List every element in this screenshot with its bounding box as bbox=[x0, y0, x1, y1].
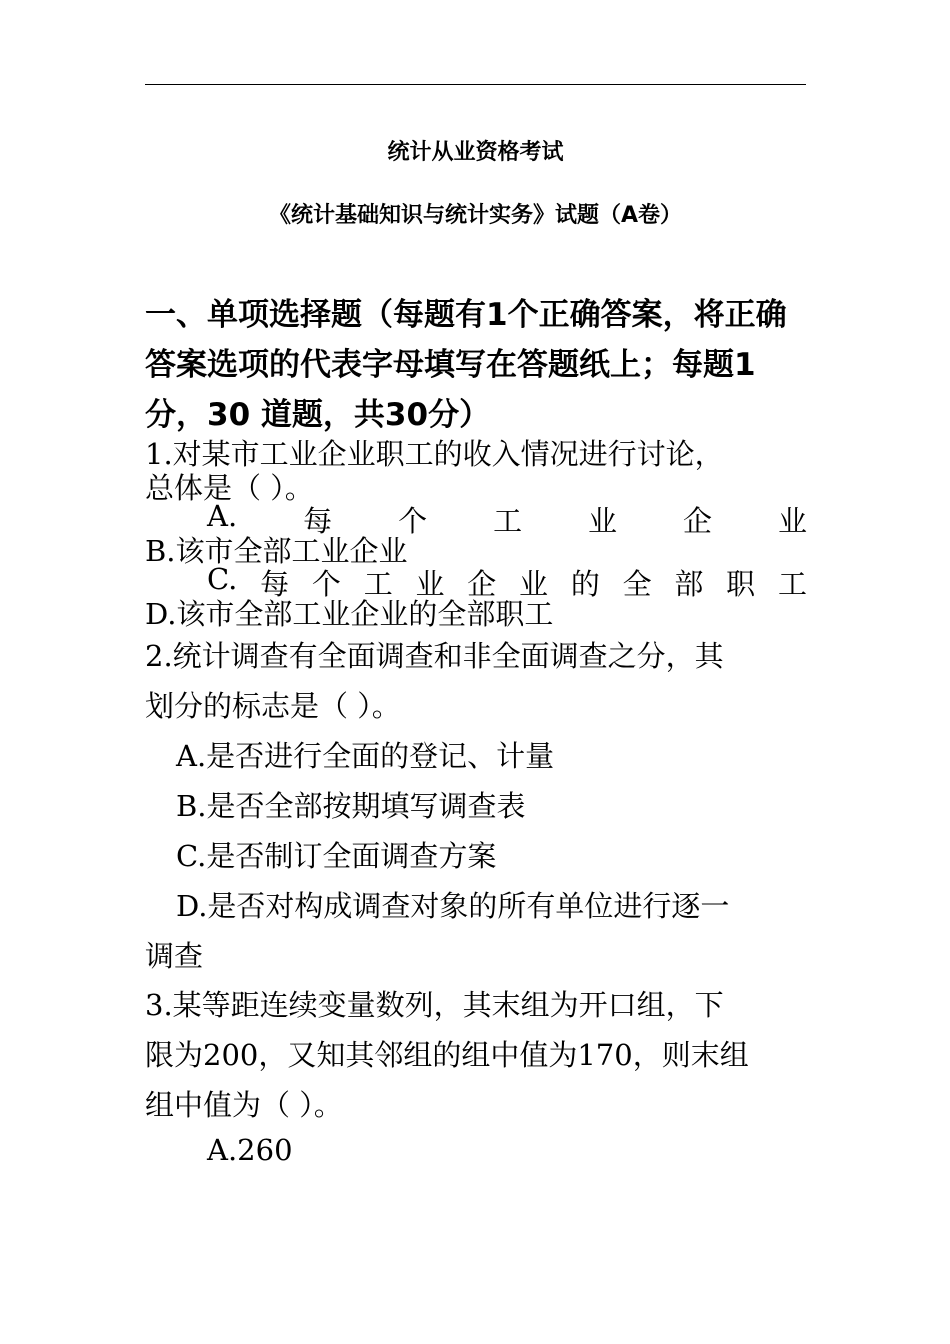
q1-option-c-char: 个 bbox=[311, 567, 341, 601]
q1-option-a-char: 企 bbox=[683, 504, 713, 538]
q1-option-c-char: 业 bbox=[415, 567, 445, 601]
q1-option-b: B.该市全部工业企业 bbox=[145, 534, 408, 568]
q3-stem-line1: 3.某等距连续变量数列，其末组为开口组，下 bbox=[145, 988, 724, 1022]
q1-option-c-char: 每 bbox=[260, 567, 290, 601]
q2-stem-line2: 划分的标志是（ ）。 bbox=[145, 689, 401, 723]
q1-option-a-label: A. bbox=[207, 499, 238, 533]
q1-option-a-char: 个 bbox=[398, 504, 428, 538]
q3-option-a: A.260 bbox=[207, 1133, 293, 1167]
q1-option-c-char: 工 bbox=[777, 567, 807, 601]
q2-option-d-line2: 调查 bbox=[145, 939, 204, 973]
exam-subtitle: 《统计基础知识与统计实务》试题（A卷） bbox=[268, 203, 683, 228]
q1-stem-line1: 1.对某市工业企业职工的收入情况进行讨论， bbox=[145, 437, 724, 471]
q1-option-c-char: 全 bbox=[622, 567, 652, 601]
header-rule bbox=[145, 84, 806, 85]
exam-title: 统计从业资格考试 bbox=[387, 140, 564, 165]
q2-option-a: A.是否进行全面的登记、计量 bbox=[176, 739, 555, 773]
q2-stem-line1: 2.统计调查有全面调查和非全面调查之分，其 bbox=[145, 639, 724, 673]
q1-option-d: D.该市全部工业企业的全部职工 bbox=[145, 597, 554, 631]
q1-option-a-char: 工 bbox=[493, 504, 523, 538]
q1-option-a-char: 业 bbox=[777, 504, 807, 538]
q2-option-d-line1: D.是否对构成调查对象的所有单位进行逐一 bbox=[176, 889, 730, 923]
q1-option-c-char: 业 bbox=[519, 567, 549, 601]
q3-stem-line3: 组中值为（ ）。 bbox=[145, 1088, 343, 1122]
q1-option-c-char: 的 bbox=[570, 567, 600, 601]
q1-option-c-char: 工 bbox=[363, 567, 393, 601]
q3-stem-line2: 限为200，又知其邻组的组中值为170，则末组 bbox=[145, 1038, 749, 1072]
q1-option-c-label: C. bbox=[207, 562, 238, 596]
q1-option-c-char: 部 bbox=[674, 567, 704, 601]
q1-option-c-char: 职 bbox=[726, 567, 756, 601]
q1-option-c-char: 企 bbox=[467, 567, 497, 601]
q2-option-b: B.是否全部按期填写调查表 bbox=[176, 789, 526, 823]
q2-option-c: C.是否制订全面调查方案 bbox=[176, 839, 497, 873]
q1-stem-line2: 总体是（ ）。 bbox=[145, 471, 314, 505]
q1-option-a-char: 业 bbox=[588, 504, 618, 538]
section-heading: 一、单项选择题（每题有1个正确答案，将正确答案选项的代表字母填写在答题纸上；每题1分，30 道题，共30分） bbox=[145, 297, 787, 433]
q1-option-a-char: 每 bbox=[303, 504, 333, 538]
